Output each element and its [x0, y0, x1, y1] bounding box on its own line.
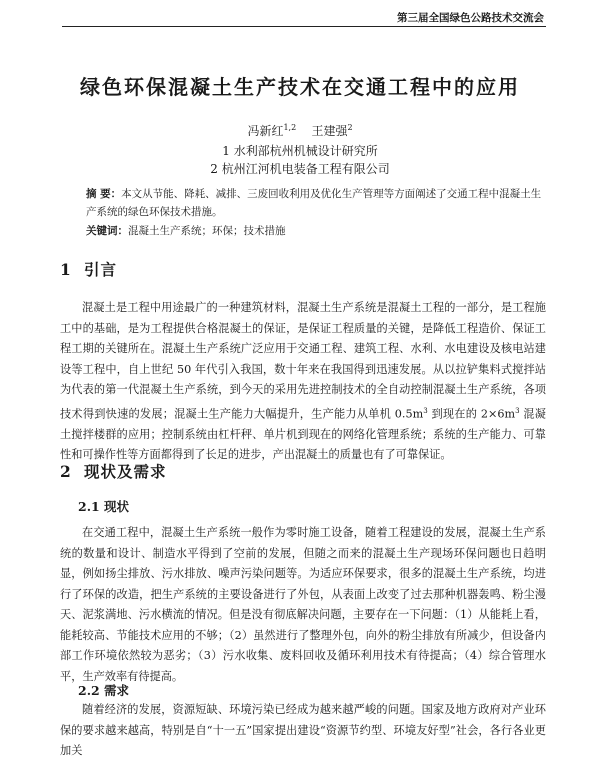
demand-paragraph: 随着经济的发展，资源短缺、环境污染已经成为越来越严峻的问题。国家及地方政府对产业环保的要求越来越高，特别是自“十一五”国家提出建设“资源节约型、环境友好型”社会，各行各业更加关 — [60, 703, 546, 757]
subsection-title: 需求 — [104, 683, 130, 698]
author-1: 冯新红 — [247, 124, 284, 138]
unit-superscript: 3 — [423, 406, 428, 415]
affiliation-2: 2 杭州江河机电装备工程有限公司 — [210, 162, 390, 176]
subsection-number: 2.2 — [78, 683, 100, 698]
author-line — [0, 122, 600, 139]
unit-superscript: 3 — [515, 406, 520, 415]
header-rule — [62, 26, 546, 27]
abstract-label: 摘 要： — [86, 188, 122, 200]
intro-text-3: 混凝土搅拌楼群的应用；控制系统由杠杆秤、单片机到现在的网络化管理系统；系统的生产能力、可靠性和可操作性等方面都得到了长足的进步，产出混凝土的质量也有了可靠保证。 — [60, 407, 546, 462]
intro-text-2: 到现在的 2×6m — [427, 407, 516, 421]
section-heading-1 — [60, 258, 117, 280]
keywords — [86, 222, 546, 240]
abstract — [86, 185, 546, 221]
section-title: 现状及需求 — [84, 462, 167, 481]
paper-title: 绿色环保混凝土生产技术在交通工程中的应用 — [80, 75, 520, 99]
running-header: 第三届全国绿色公路技术交流会 — [397, 12, 544, 24]
keywords-text: 混凝土生产系统；环保；技术措施 — [128, 225, 286, 237]
abstract-text: 本文从节能、降耗、减排、三废回收利用及优化生产管理等方面阐述了交通工程中混凝土生产系统的绿色环保技术措施。 — [86, 188, 542, 218]
author-1-sup: 1,2 — [283, 123, 297, 132]
author-2-sup: 2 — [347, 123, 353, 132]
keywords-label: 关键词： — [86, 225, 128, 237]
intro-text-1: 混凝土是工程中用途最广的一种建筑材料，混凝土生产系统是混凝土工程的一部分，是工程施工中的基础，是为工程提供合格混凝土的保证，是保证工程质量的关键，是降低工程造价、保证工程工期的关键所在。混凝土生产系统广泛应用于交通工程、建筑工程、水利、水电建设及核电站建设等工程中，自上世纪 50 年代引入我国，数十年来在我国得到迅速发展。从以拉铲集料式搅拌站为代表的第一代混凝土生产系统，到今天的采用先进控制技术的全自动控制混凝土生产系统，各项技术得到快速的发展；混凝土生产能力大幅提升，生产能力从单机 0.5m — [60, 301, 546, 421]
subsection-heading-2-1 — [78, 497, 129, 515]
section-title: 引言 — [84, 260, 118, 279]
subsection-number: 2.1 — [78, 499, 100, 514]
subsection-heading-2-2 — [78, 681, 129, 699]
affiliation-1: 1 水利部杭州机械设计研究所 — [222, 144, 378, 158]
author-2: 王建强 — [311, 124, 348, 138]
section-number: 2 — [60, 462, 72, 481]
intro-paragraph — [60, 298, 546, 466]
section-heading-2 — [60, 460, 167, 482]
subsection-title: 现状 — [104, 499, 130, 514]
status-paragraph: 在交通工程中，混凝土生产系统一般作为零时施工设备，随着工程建设的发展，混凝土生产系统的数量和设计、制造水平得到了空前的发展，但随之而来的混凝土生产现场环保问题也日趋明显，例如扬尘排放、污水排放、噪声污染问题等。为适应环保要求，很多的混凝土生产系统，均进行了环保的改造，把生产系统的主要设备进行了外包，从表面上改变了过去那种机器轰鸣、粉尘漫天、泥浆满地、污水横流的情况。但是没有彻底解决问题，主要存在一下问题：（1）从能耗上看，能耗较高、节能技术应用的不够；（2）虽然进行了整理外包，向外的粉尘排放有所减少，但设备内部工作环境依然较为恶劣；（3）污水收集、废料回收及循环利用技术有待提高；（4）综合管理水平，生产效率有待提高。 — [60, 526, 546, 683]
section-number: 1 — [60, 260, 72, 279]
